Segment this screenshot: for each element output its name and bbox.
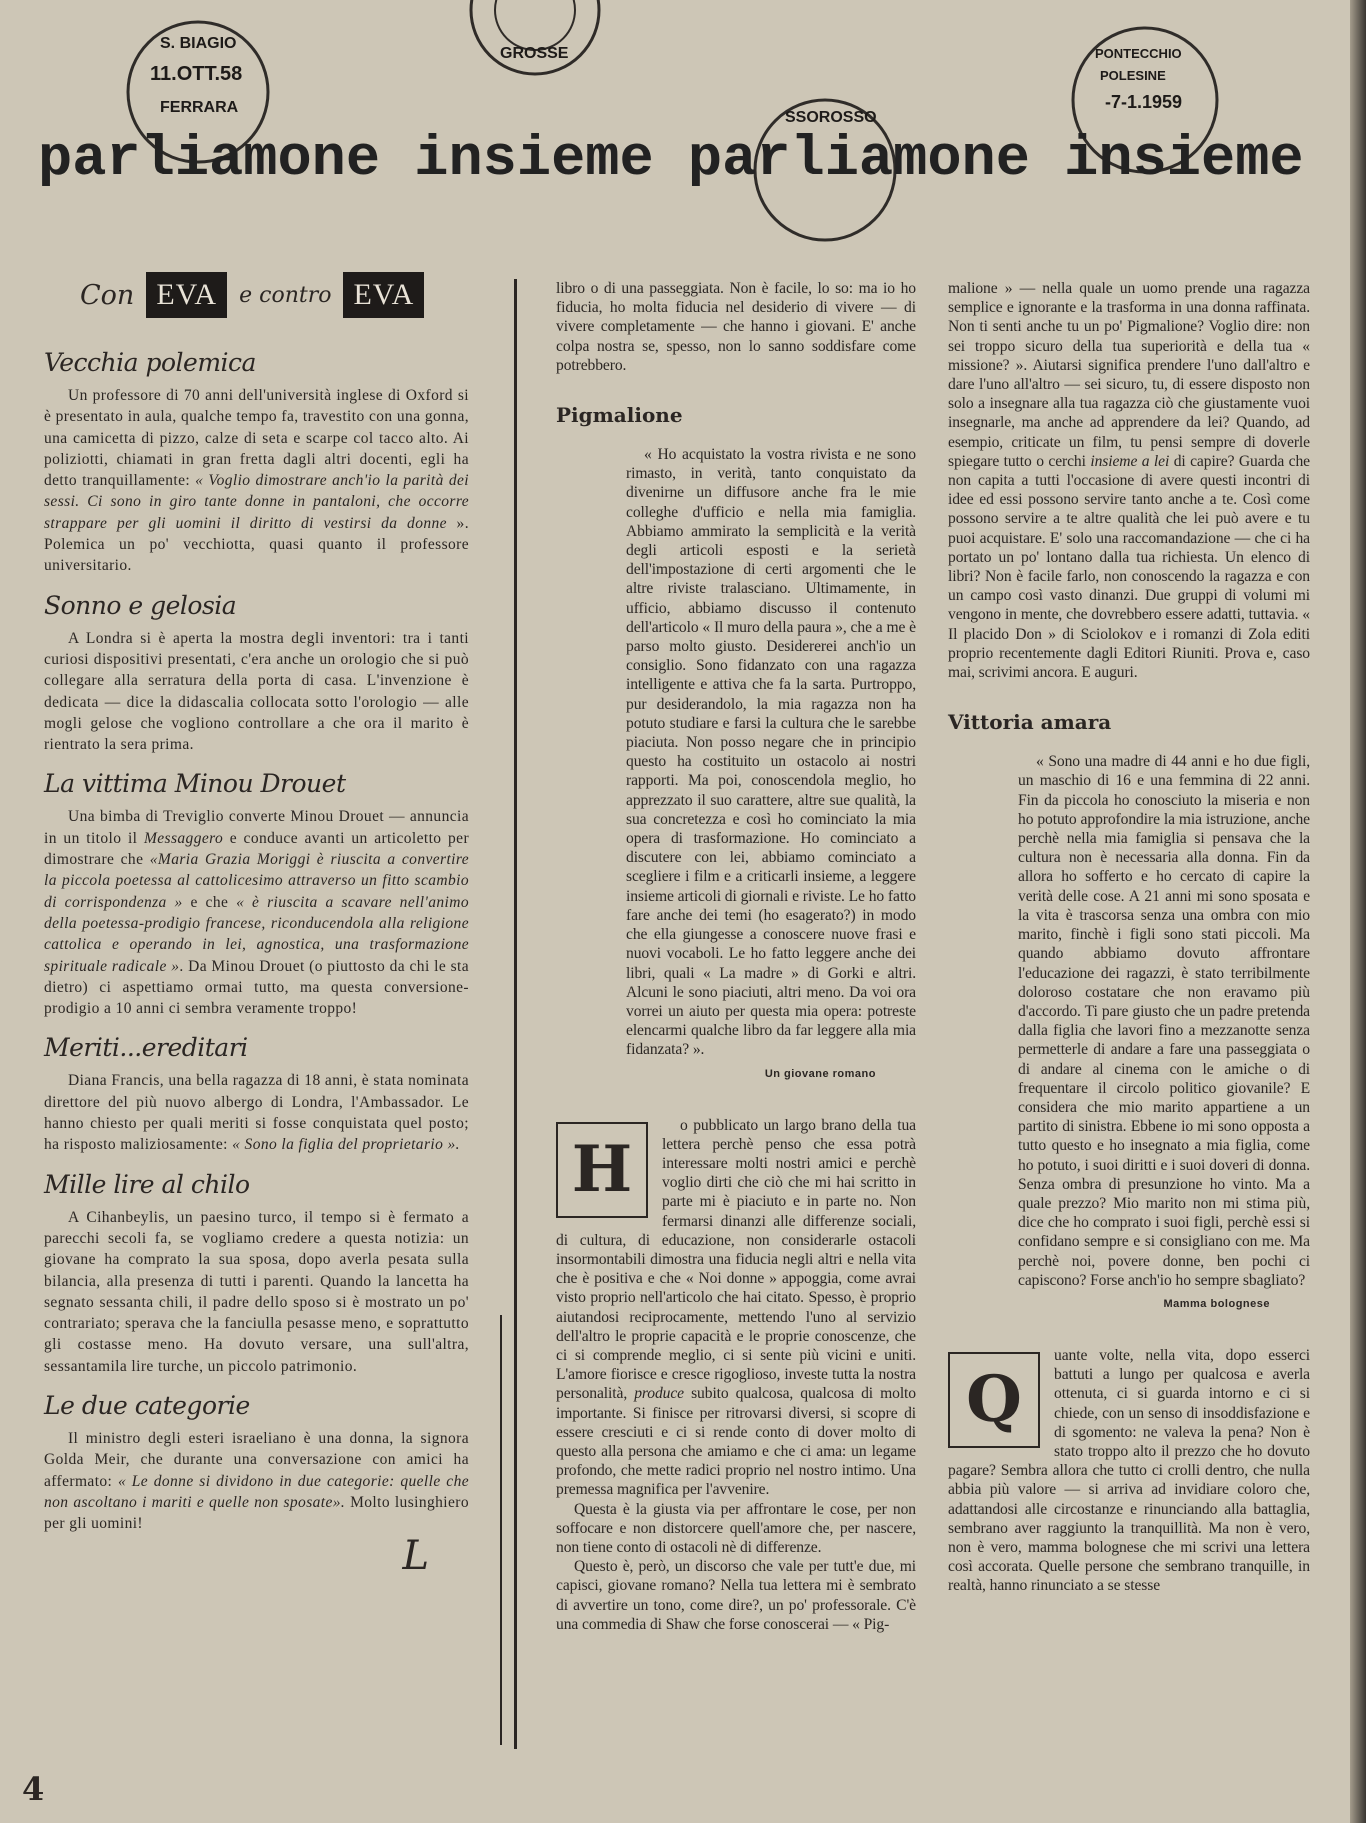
svg-text:S. BIAGIO: S. BIAGIO	[160, 35, 237, 52]
svg-text:PONTECCHIO: PONTECCHIO	[1095, 46, 1182, 61]
column-vittoria-amara	[948, 279, 1310, 1596]
paragraph	[44, 628, 469, 756]
paragraph	[44, 1207, 469, 1377]
postmark-stamps	[0, 0, 1366, 420]
svg-text:POLESINE: POLESINE	[1100, 68, 1166, 83]
text-run: libro o di una passeggiata. Non è facile, lo so: ma io ho fiducia, ho molta fiducia nel desiderio di vivere — di vivere completamente — che hanno i giovani. E' anche colpa nostra se, spesso, non lo sanno soddisfare come potrebbero.	[556, 280, 916, 374]
news-brief	[44, 591, 469, 756]
text-run: . Da Minou Drouet (o piuttosto da chi le sta dietro) ci aspettiamo ormai tutto, ma questa conversione-prodigio a 10 anni ci sembra veramente troppo!	[44, 957, 469, 1018]
text-run: A Cihanbeylis, un paesino turco, il tempo si è fermato a parecchi secoli fa, se vogliamo credere a questa notizia: un giovane ha comprato la sua sposa, dopo averla pesata sulla bilancia, alla presenza di tutti i parenti. Quando la lancetta ha segnato sessanta chili, il padre dello sposo si è mostrato un po' contrariato; sperava che la fanciulla pesasse meno, e soprattutto gli costasse meno. Ha dovuto versare, una sull'altra, sessantamila lire turche, un piccolo patrimonio.	[44, 1208, 469, 1375]
column-divider	[514, 279, 517, 1749]
paragraph	[44, 806, 469, 1019]
page-title: parliamone insieme parliamone insieme	[38, 128, 1304, 192]
text-run: « Ho acquistato la vostra rivista e ne sono rimasto, in verità, tanto conquistato da divenirne un diffusore anche fra le mie colleghe d'ufficio e nella mia famiglia. Abbiamo ammirato la semplicità e la verità degli articoli esposti e la serietà dell'impostazione di certi argomenti che le altre riviste tralasciano. Ultimamente, in ufficio, abbiamo discusso il contenuto dell'articolo « Il muro della paura », che a me è parso molto giusto. Desidererei anch'io un consiglio. Sono fidanzato con una ragazza intelligente e attiva che fa la sarta. Purtroppo, pur desiderandolo, la mia ragazza non ha potuto studiare e farsi la cultura che le sarebbe piaciuta. Non posso negare che in principio questo ha costituito un ostacolo ai nostri rapporti. Ma poi, conoscendola meglio, ho apprezzato il suo carattere, altre sue qualità, la sua concretezza e così ho cominciato la mia opera di trasformazione. Ho cominciato a discutere con lei, abbiamo cominciato a scegliere i film e a criticarli insieme, a leggere insieme articoli di giornali e riviste. Le ho fatto fare anche dei temi (ho esagerato?) in modo che ella giungesse a conoscere nuove frasi e nuovi vocaboli. Le ho fatto leggere anche dei libri, quali « La madre » di Gorki e altri. Alcuni le sono piaciuti, altri meno. Da voi ora vorrei un aiuto per questa mia opera: potreste elencarmi qualche libro da far leggere alla mia fidanzata? ».	[626, 446, 916, 1059]
header-e-contro: e contro	[239, 282, 332, 308]
text-run: malione » — nella quale un uomo prende una ragazza semplice e ignorante e la trasforma in una donna raffinata. Non ti senti anche tu un po' Pigmalione? Voglio dire: non sei troppo sicuro della tua superiorità e della tua « missione? ». Aiutarsi significa prendere l'uno dall'altro e dare l'uno all'altro — sei sicuro, tu, di essere disposto non solo a insegnare alla tua ragazza ciò che giustamente vuoi insegnarle, ma anche ad apprendere da lei? Quando, ad esempio, criticate un film, tu pensi sempre di doverle spiegare tutto o cerchi	[948, 280, 1310, 470]
paragraph	[556, 1500, 916, 1558]
header-con: Con	[80, 279, 135, 311]
text-run: o pubblicato un largo brano della tua lettera perchè penso che essa potrà interessare molti nostri amici e perchè voglio dirti che ciò che mi hai scritto in parte mi è piaciuto e in parte no. Non fermarsi dinanzi alle differenze sociali, di cultura, di educazione, non considerarle ostacoli insormontabili dimostra una fiducia negli altri e nella vita che è positiva e che « Noi donne » appoggia, come avrai visto proprio nell'articolo che hai citato. Spesso, è proprio aiutandosi reciprocamente, mettendo l'uno al servizio dell'altro le proprie capacità e le proprie conoscenze, che ci si comprende meglio, ci si sente più vicini e uniti. L'amore fiorisce e cresce rigoglioso, investe tutta la nostra personalità,	[556, 1116, 916, 1403]
text-run: Il ministro degli esteri israeliano è una donna, la signora Golda Meir, che durante una conversazione con amici ha affermato:	[44, 1429, 469, 1490]
letter-signature: Mamma bolognese	[1163, 1297, 1270, 1310]
svg-text:SSOROSSO: SSOROSSO	[785, 109, 877, 126]
text-run: Questa è la giusta via per affrontare le cose, per non soffocare e non distorcere quell'amore che, per nascere, non tiene conto di ostacoli nè di differenze.	[556, 1500, 916, 1556]
article-text	[44, 1070, 469, 1155]
brief-heading: La vittima Minou Drouet	[44, 769, 346, 799]
article-text	[44, 806, 469, 1019]
news-brief	[44, 769, 469, 1019]
news-brief	[44, 1033, 469, 1155]
svg-text:-7-1.1959: -7-1.1959	[1105, 92, 1183, 112]
text-run: Diana Francis, una bella ragazza di 18 anni, è stata nominata direttore del più nuovo albergo di Londra, l'Ambassador. Le hanno chiesto per quali meriti si fosse conquistata quel posto; ha risposto maliziosamente:	[44, 1072, 469, 1154]
article-text	[44, 1428, 469, 1534]
brief-heading: Sonno e gelosia	[44, 590, 237, 620]
text-run: Questo è, però, un discorso che vale per tutt'e due, mi capisci, giovane romano? Nella tua lettera mi è sembrato di avvertire un tono, come dire?, un po' professorale. C'è una commedia di Shaw che forse conoscerai — « Pig-	[556, 1558, 916, 1633]
editor-signature-initial: L	[402, 1533, 429, 1580]
letter-heading: Vittoria amara	[948, 710, 1112, 735]
italic-text: « Le donne si dividono in due categorie: quelle che non ascoltano i mariti e quelle non sposate».	[44, 1472, 469, 1511]
letter-signature: Un giovane romano	[764, 1067, 876, 1080]
svg-text:11.OTT.58: 11.OTT.58	[150, 63, 243, 85]
text-run: Molto lusinghiero per gli uomini!	[44, 1493, 469, 1533]
paragraph	[556, 1557, 916, 1634]
italic-text: « è riuscita a scavare nell'animo della poetessa-prodigio francese, riconducendola alla religione cattolica e operando in lei, agnostica, una trasformazione spirituale radicale »	[44, 893, 469, 975]
column-pigmalione	[556, 279, 916, 1634]
italic-text: « Voglio dimostrare anch'io la parità dei sessi. Ci sono in giro tante donne in pantaloni, che occorre strappare per gli uomini il diritto di vestirsi da donne	[44, 472, 469, 532]
article-text	[44, 1207, 469, 1377]
brief-heading: Le due categorie	[44, 1390, 250, 1420]
italic-text: Messaggero	[143, 829, 224, 847]
drop-cap: H	[556, 1122, 648, 1218]
header-eva-box: EVA	[146, 272, 227, 318]
news-brief	[44, 1170, 469, 1377]
italic-text: « Sono la figlia del proprietario ».	[232, 1136, 460, 1154]
page-number: 4	[22, 1770, 45, 1808]
text-run: subito qualcosa, qualcosa di molto importante. Si finisce per ritrovarsi diversi, si scopre di essere cresciuti e ci si rende conto di dover molto di questo alla persona che amiamo e che ci ama: un legame profondo, che mette radici proprio nel nostro intimo. Una premessa magnifica per l'avvenire.	[556, 1385, 916, 1499]
italic-text: «Maria Grazia Moriggi è riuscita a convertire la piccola poetessa al cattolicesimo attraverso un fitto scambio di corrispondenza »	[44, 851, 470, 911]
brief-heading: Meriti...ereditari	[44, 1033, 248, 1063]
text-run: e conduce avanti un articoletto per dimostrare che	[44, 829, 470, 869]
italic-text: insieme a lei	[1090, 452, 1170, 470]
paragraph	[44, 1428, 469, 1534]
text-run: Un professore di 70 anni dell'università inglese di Oxford si è presentato in aula, qualche tempo fa, travestito con una gonna, una camicetta di pizzo, calze di seta e scarpe col tacco alto. Ai poliziotti, chiamati in gran fretta dagli altri docenti, egli ha detto tranquillamente:	[44, 387, 469, 490]
paragraph	[1018, 752, 1310, 1290]
text-run: A Londra si è aperta la mostra degli inventori: tra i tanti curiosi dispositivi presentati, c'era anche un orologio che si può collegare alla serratura della porta di casa. L'invenzione è dedicata — dice la didascalia collocata sotto l'orologio — alle mogli gelose che vogliono controllare a che ora il marito è rientrato la sera prima.	[44, 629, 469, 754]
column-divider-short	[500, 1315, 502, 1745]
text-run: « Sono una madre di 44 anni e ho due figli, un maschio di 16 e una femmina di 22 anni. Fin da piccola ho conosciuto la miseria e non ho potuto approfondire la mia istruzione, anche perchè nella mia famiglia si pensava che la cultura non è necessaria alla donna. Fin da allora ho sofferto e ho cercato di capire la verità delle cose. A 21 anni mi sono sposata e la vita è trascorsa senza una ombra con mio marito, finchè i figli sono stati piccoli. Ma quando abbiamo dovuto affrontare l'educazione dei ragazzi, è stato terribilmente doloroso costatare che non eravamo più d'accordo. Ti pare giusto che un padre pretenda dalla figlia che lavori fino a mezzanotte senza permetterle di andare a fare una passeggiata o di andare al cinema con le amiche o di frequentare il circolo politico giovanile? E considera che mio marito appartiene a un partito di sinistra. Ebbene io mi sono opposta a tutto questo e ho insegnato a mia figlia, come ho potuto, i suoi diritti e i suoi doveri di donna. Senza ombra di presunzione ho vinto. Ma a quale prezzo? Mio marito non mi stima più, dice che ho comprato i suoi figli, perchè essi si confidano sempre e si consigliano con me. Ma perchè noi, povere donne, ben pochi ci capiscono? Forse anch'io ho sempre sbagliato?	[1018, 753, 1310, 1289]
text-run: e che	[182, 893, 237, 911]
article-text	[44, 628, 469, 756]
italic-text: produce	[634, 1385, 685, 1403]
drop-cap: Q	[948, 1352, 1040, 1448]
svg-text:GROSSE: GROSSE	[500, 45, 569, 62]
article-text	[948, 752, 1310, 1290]
header-eva-box: EVA	[343, 272, 424, 318]
brief-heading: Mille lire al chilo	[44, 1169, 250, 1199]
article-text	[556, 445, 916, 1060]
text-run: uante volte, nella vita, dopo esserci battuti a lungo per qualcosa e averla ottenuta, ci si guarda intorno e ci si chiede, con un senso di insoddisfazione e di sgomento: ne valeva la pena? Non è stato troppo alto il prezzo che ho dovuto pagare? Sembra allora che tutto ci crolli dentro, che nulla abbia più valore — si arriva ad invidiare coloro che, adattandosi alle circostanze e rinunciando alla battaglia, sembrano aver raggiunto la tranquillità. Ma non è vero, non è vero, mamma bolognese che mi scrivi una lettera così accorata. Quelle persone che sembrano tranquille, in realtà, hanno rinunciato a se stesse	[948, 1346, 1310, 1595]
text-run: di capire? Guarda che non capita a tutti l'occasione di avere questi incontri di idee ed essi possono servire tanto anche a te. Così come possono servire a te altre qualità che lei può avere e tu puoi acquistare. E' solo una raccomandazione — che ci ha portato un po' lontano dalla tua richiesta. Un elenco di libri? Non è facile farlo, non conoscendo la ragazza e con un campo così vasto dinanzi. Due gruppi di volumi mi vengono in mente, che dovrebbero essere adatti, tuttavia. « Il placido Don » di Sciolokov e i romanzi di Zola editi proprio recentemente dagli Editori Riuniti. Prova e, caso mai, scrivimi ancora. E auguri.	[948, 452, 1310, 682]
text-run: ». Polemica un po' vecchiotta, quasi quanto il professore universitario.	[44, 514, 469, 575]
paragraph	[626, 445, 916, 1060]
text-run: Una bimba di Treviglio converte Minou Drouet — annuncia in un titolo il	[44, 808, 469, 847]
news-brief	[44, 1391, 469, 1534]
paragraph	[44, 1070, 469, 1155]
column-news-briefs	[44, 272, 469, 1578]
brief-heading: Vecchia polemica	[44, 348, 256, 377]
letter-heading: Pigmalione	[556, 403, 683, 428]
svg-text:FERRARA: FERRARA	[160, 99, 239, 116]
postmark-grosseto	[471, 0, 599, 74]
